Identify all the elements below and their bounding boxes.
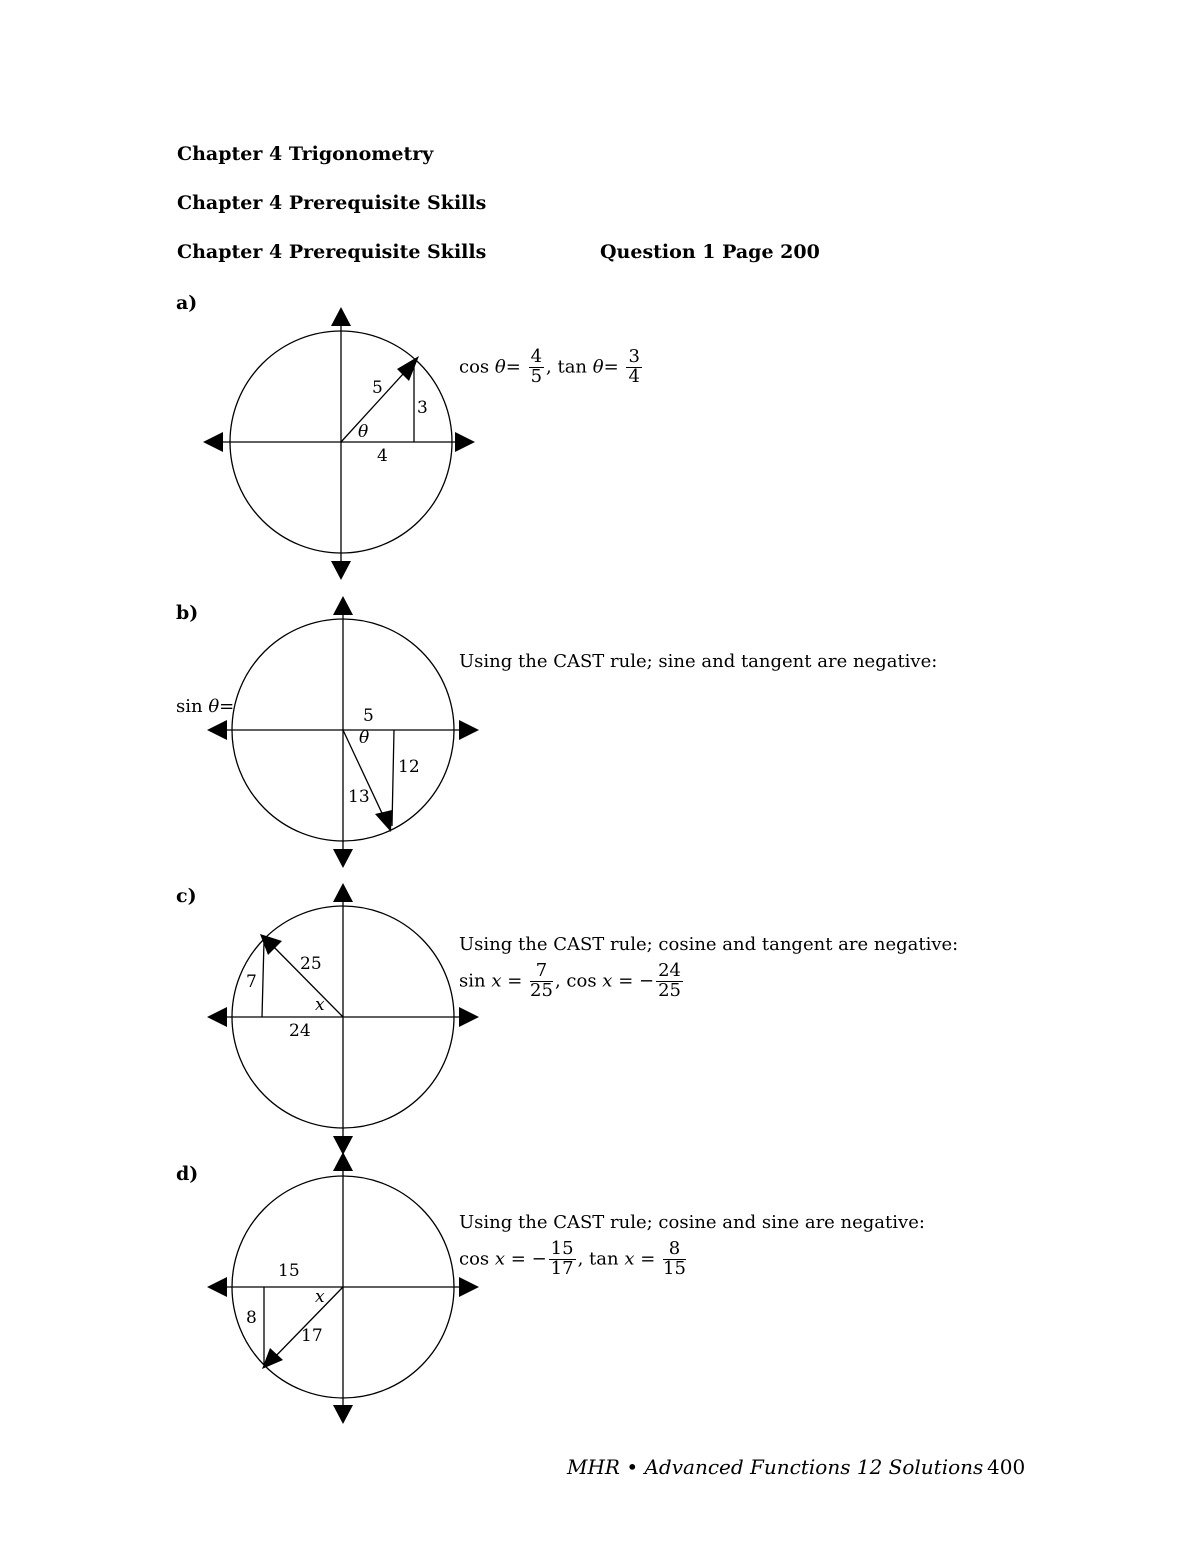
angle-label-c: x: [315, 995, 325, 1015]
question-section: Chapter 4 Prerequisite Skills: [177, 241, 487, 263]
section-title: Chapter 4 Prerequisite Skills: [177, 192, 487, 214]
opp-label-d: 8: [246, 1308, 257, 1328]
formula-d: [459, 1240, 688, 1279]
sin-text: sin: [176, 696, 203, 717]
hypotenuse-d: [270, 1287, 343, 1362]
arrow-up-c: [333, 883, 353, 902]
cos-text: , cos: [554, 970, 597, 992]
adj-label-a: 4: [377, 446, 388, 466]
fraction-sin-c: $\frac{7}{25}$: [530, 960, 553, 1001]
page-number: 400: [987, 1455, 1026, 1479]
x-symbol: x: [491, 970, 502, 992]
arrow-right-b: [459, 720, 479, 740]
arrow-up-b: [333, 596, 353, 615]
question-reference: Question 1 Page 200: [600, 241, 820, 263]
theta-symbol: θ: [494, 356, 506, 378]
fraction-cos-c: $\frac{24}{25}$: [658, 960, 681, 1001]
adj-label-c: 24: [289, 1021, 311, 1041]
equals-minus-sign: = −: [510, 1248, 547, 1270]
cos-text: cos: [459, 356, 490, 378]
opp-label-a: 3: [417, 398, 428, 418]
footer-source: MHR • Advanced Functions 12 Solutions: [567, 1455, 984, 1479]
cos-text: cos: [459, 1248, 490, 1270]
arrow-left-c: [207, 1007, 227, 1027]
fraction-tan-d: $\frac{8}{15}$: [663, 1238, 686, 1279]
formula-a: [459, 348, 644, 387]
hyp-label-c: 25: [300, 954, 322, 974]
opp-label-c: 7: [246, 972, 257, 992]
x-symbol: x: [602, 970, 613, 992]
cast-note-d: Using the CAST rule; cosine and sine are negative:: [459, 1212, 925, 1233]
arrow-left-b: [207, 720, 227, 740]
equals-sign: =: [219, 696, 235, 717]
arrow-up-a: [331, 307, 351, 326]
hyp-label-d: 17: [301, 1326, 323, 1346]
ray-arrowhead-b: [375, 810, 392, 832]
arrow-right-c: [459, 1007, 479, 1027]
arrow-right-a: [455, 432, 475, 452]
angle-label-a: θ: [358, 422, 369, 442]
arrow-right-d: [459, 1277, 479, 1297]
chapter-title: Chapter 4 Trigonometry: [177, 143, 434, 165]
part-d-label: d): [176, 1163, 199, 1185]
formula-stub-b: [176, 696, 234, 717]
x-symbol: x: [494, 1248, 506, 1270]
opp-label-b: 12: [398, 757, 420, 777]
x-symbol: x: [624, 1248, 635, 1270]
cast-note-c: Using the CAST rule; cosine and tangent are negative:: [459, 934, 959, 955]
hyp-label-b: 13: [348, 787, 370, 807]
arrow-down-b: [333, 849, 353, 868]
opposite-side-c: [262, 941, 264, 1017]
equals-sign: =: [507, 970, 523, 992]
part-a-label: a): [176, 292, 198, 314]
fraction-tan-a: $\frac{3}{4}$: [628, 346, 640, 387]
theta-symbol: θ: [208, 696, 220, 717]
theta-symbol: θ: [592, 356, 604, 378]
cast-note-b: Using the CAST rule; sine and tangent are negative:: [459, 651, 938, 672]
adj-label-d: 15: [278, 1261, 300, 1281]
arrow-down-d: [333, 1405, 353, 1424]
arrow-left-a: [203, 432, 223, 452]
equals-sign: =: [505, 356, 521, 378]
arrow-left-d: [207, 1277, 227, 1297]
arrow-up-d: [333, 1152, 353, 1171]
angle-label-b: θ: [359, 728, 370, 748]
hyp-label-a: 5: [372, 378, 383, 398]
tan-text: , tan: [546, 356, 588, 378]
equals-minus-sign: = −: [618, 970, 655, 992]
formula-c: [459, 962, 685, 1001]
sin-text: sin: [459, 970, 486, 992]
hypotenuse-c: [266, 939, 343, 1017]
part-b-label: b): [176, 602, 199, 624]
equals-sign: =: [640, 1248, 656, 1270]
opposite-side-b: [392, 730, 394, 826]
fraction-cos-a: $\frac{4}{5}$: [530, 346, 543, 387]
adj-label-b: 5: [363, 706, 374, 726]
tan-text: , tan: [577, 1248, 619, 1270]
arrow-down-a: [331, 561, 351, 580]
equals-sign: =: [603, 356, 619, 378]
angle-label-d: x: [315, 1287, 325, 1307]
fraction-cos-d: $\frac{15}{17}$: [550, 1238, 574, 1279]
part-c-label: c): [176, 885, 197, 907]
